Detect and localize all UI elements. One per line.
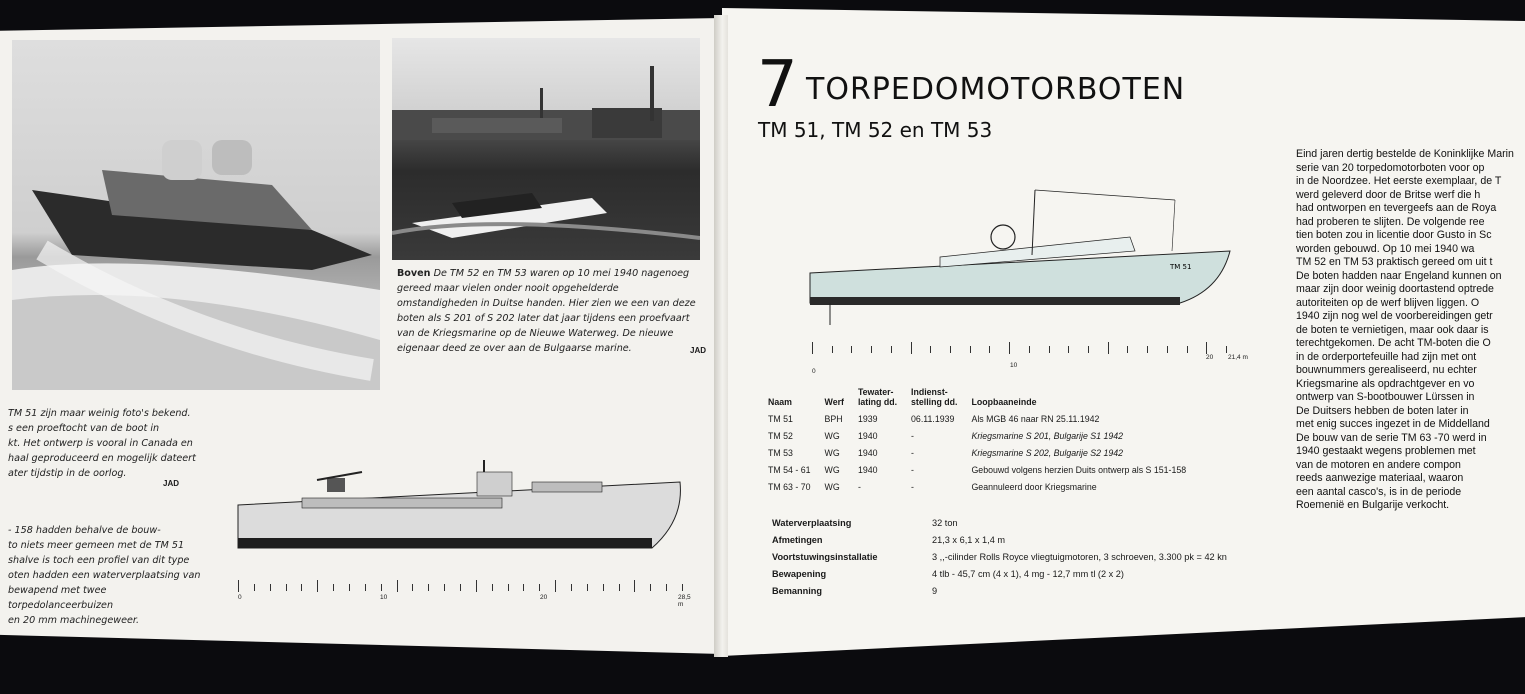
scale-tick xyxy=(571,584,572,591)
scale-label: 0 xyxy=(238,594,242,601)
scale-tick xyxy=(444,584,445,591)
chapter-number: 7 xyxy=(757,48,798,122)
scale-tick xyxy=(301,584,302,591)
spec-value: 9 xyxy=(932,586,938,596)
spec-value: 3 ,,-cilinder Rolls Royce vliegtuigmotoren, 3 schroeven, 3.300 pk = 42 kn xyxy=(932,552,1227,562)
spec-key: Bewapening xyxy=(772,569,827,579)
body-line: de boten te vernietigen, maar ook daar is xyxy=(1296,323,1489,336)
cell: - xyxy=(911,431,914,441)
cell: WG xyxy=(824,465,840,475)
cell: - xyxy=(857,482,861,492)
scale-tick xyxy=(1127,346,1128,353)
cell: TM 52 xyxy=(768,431,793,441)
scale-tick xyxy=(832,346,833,353)
scale-tick xyxy=(238,580,239,592)
scale-tick xyxy=(619,584,620,591)
body-line: TM 52 en TM 53 praktisch gereed om uit t xyxy=(1296,256,1493,268)
scale-tick xyxy=(1068,346,1069,353)
cell: - xyxy=(911,448,914,458)
scale-tick xyxy=(1009,342,1010,354)
scale-label: 21,4 m xyxy=(1228,354,1248,361)
body-line: terechtgekomen. De acht TM-boten die O xyxy=(1296,337,1491,349)
scale-tick xyxy=(476,580,477,592)
scale-tick xyxy=(492,584,493,591)
table-header-row xyxy=(764,387,1196,411)
body-line: had ontworpen en tevergeefs aan de Roya xyxy=(1296,202,1497,214)
scale-label: 28,5 m xyxy=(678,594,691,608)
scale-tick xyxy=(381,584,382,591)
scale-tick xyxy=(989,346,990,353)
body-line: 1940 gestaakt wegens problemen met xyxy=(1296,445,1476,457)
scale-tick xyxy=(891,346,892,353)
scale-label: 20 xyxy=(540,594,548,601)
photo-harbour-trial xyxy=(392,38,700,260)
col-indienststelling: Indienst- stelling dd. xyxy=(911,387,958,407)
scale-tick xyxy=(523,584,524,591)
cell: WG xyxy=(824,482,840,492)
photo-boat-at-speed xyxy=(12,40,380,390)
spec-value: 21,3 x 6,1 x 1,4 m xyxy=(932,535,1006,545)
body-line: autoriteiten op de werf blijven liggen. O xyxy=(1296,296,1480,309)
book-spine xyxy=(714,15,728,657)
scale-tick xyxy=(1108,342,1109,354)
cell: Als MGB 46 naar RN 25.11.1942 xyxy=(971,414,1100,424)
profile-caption: - 158 hadden behalve de bouw- to niets meer gemeen met de TM 51 shalve is toch een profiel van dit type oten hadden een waterverplaatsing van bewapend met twee torpedolanceerbuizen en 20 mm machinegeweer. xyxy=(8,525,201,626)
cell: 1940 xyxy=(857,465,878,475)
scale-label: 10 xyxy=(380,594,388,601)
scale-tick xyxy=(682,584,683,591)
cell: Gebouwd volgens herzien Duits ontwerp als S 151-158 xyxy=(971,465,1187,475)
scale-tick xyxy=(365,584,366,591)
scale-tick xyxy=(317,580,318,592)
chapter-subtitle: TM 51, TM 52 en TM 53 xyxy=(758,118,993,142)
hull-label: TM 51 xyxy=(1170,263,1192,271)
body-line: een aantal casco's, is in de periode xyxy=(1296,485,1462,498)
cell: - xyxy=(911,482,914,492)
table-row xyxy=(764,445,1196,462)
scale-tick xyxy=(333,584,334,591)
table-row xyxy=(764,411,1196,428)
scale-tick xyxy=(1187,346,1188,353)
body-line: De bouw van de serie TM 63 -70 werd in xyxy=(1296,431,1487,444)
cell: Kriegsmarine S 201, Bulgarije S1 1942 xyxy=(971,431,1124,441)
scale-tick xyxy=(397,580,398,592)
scale-tick xyxy=(911,342,912,354)
scale-tick xyxy=(555,580,556,592)
scale-tick xyxy=(539,584,540,591)
scale-tick xyxy=(1147,346,1148,353)
scale-tick xyxy=(650,584,651,591)
scale-tick xyxy=(1226,346,1227,353)
scale-tick xyxy=(634,580,635,592)
scale-tick xyxy=(412,584,413,591)
cell: 1940 xyxy=(857,448,878,458)
body-line: ontwerp van S-bootbouwer Lürssen in xyxy=(1296,391,1475,403)
scale-tick xyxy=(270,584,271,591)
cell: 06.11.1939 xyxy=(911,414,955,424)
body-line: reeds aanwezige materiaal, waaron xyxy=(1296,472,1464,484)
scale-tick xyxy=(428,584,429,591)
body-line: tien boten zou in licentie door Gusto in Sc xyxy=(1296,229,1492,241)
table-row xyxy=(764,479,1196,496)
scale-tick xyxy=(349,584,350,591)
s-boat-profile-drawing xyxy=(232,460,692,560)
body-line: Eind jaren dertig bestelde de Koninklijke Marin xyxy=(1296,148,1514,160)
body-line: bouwnummers gerealiseerd, nu echter xyxy=(1296,364,1477,376)
body-line: Kriegsmarine als opdrachtgever en vo xyxy=(1296,377,1475,390)
body-line: in de orderportefeuille had zijn met ont xyxy=(1296,350,1477,363)
scale-label: 20 xyxy=(1206,354,1214,361)
body-line: maar zijn door weinig doortastend optrede xyxy=(1296,283,1494,295)
body-line: van de motoren en andere compon xyxy=(1296,458,1461,471)
scale-tick xyxy=(666,584,667,591)
cell: Kriegsmarine S 202, Bulgarije S2 1942 xyxy=(971,448,1124,458)
scale-tick xyxy=(1049,346,1050,353)
cell: 1939 xyxy=(857,414,878,424)
scale-tick xyxy=(1029,346,1030,353)
scale-tick xyxy=(254,584,255,591)
cell: WG xyxy=(824,448,840,458)
body-line: worden gebouwd. Op 10 mei 1940 wa xyxy=(1296,242,1475,255)
scale-tick xyxy=(1088,346,1089,353)
left-caption: TM 51 zijn maar weinig foto's bekend. s een proeftocht van de boot in kt. Het ontwerp is vooral in Canada en haal geproduceerd en mogelijk dateert ater tijdstip in de oorlog. xyxy=(8,408,196,479)
cell: BPH xyxy=(824,414,843,424)
scale-tick xyxy=(508,584,509,591)
body-line: De boten hadden naar Engeland kunnen on xyxy=(1296,269,1502,282)
photo-credit-top: JAD xyxy=(690,346,707,355)
body-line: 1940 zijn nog wel de voorbereidingen getr xyxy=(1296,310,1493,322)
body-line: werd geleverd door de Britse werf die h xyxy=(1296,188,1481,201)
chapter-title: TORPEDOMOTORBOTEN xyxy=(806,72,1186,107)
cell: WG xyxy=(824,431,840,441)
chapter-body-text xyxy=(1296,148,1525,513)
scale-tick xyxy=(1206,342,1207,354)
scale-tick xyxy=(603,584,604,591)
scale-tick xyxy=(851,346,852,353)
body-line: Roemenië en Bulgarije verkocht. xyxy=(1296,499,1450,511)
scale-tick xyxy=(930,346,931,353)
scale-tick xyxy=(871,346,872,353)
cell: TM 63 - 70 xyxy=(768,482,811,492)
col-naam: Naam xyxy=(768,397,792,407)
spec-key: Bemanning xyxy=(772,586,823,596)
spec-key: Waterverplaatsing xyxy=(772,518,852,528)
scale-tick xyxy=(1167,346,1168,353)
tm51-profile-drawing xyxy=(800,185,1240,330)
cell: TM 51 xyxy=(768,414,793,424)
cell: - xyxy=(911,465,914,475)
cell: Geannuleerd door Kriegsmarine xyxy=(971,482,1097,492)
photo-caption-top: Boven De TM 52 en TM 53 waren op 10 mei 1940 nagenoeg gereed maar vielen onder nooit opgehelderde omstandigheden in Duitse handen. Hier zien we een van deze boten als S 201 of S 202 later dat jaar tijdens een proefvaart van de Kriegsmarine op de Nieuwe Waterweg. De nieuwe eigenaar deed ze over aan de Bulgaarse marine. xyxy=(397,268,696,354)
scale-tick xyxy=(286,584,287,591)
table-row xyxy=(764,428,1196,445)
cell: TM 53 xyxy=(768,448,793,458)
col-werf: Werf xyxy=(824,397,844,407)
body-line: in de Noordzee. Het eerste exemplaar, de T xyxy=(1296,175,1502,187)
scale-label: 10 xyxy=(1010,362,1018,369)
left-caption-credit: JAD xyxy=(163,479,180,488)
spec-value: 4 tlb - 45,7 cm (4 x 1), 4 mg - 12,7 mm tl (2 x 2) xyxy=(932,569,1124,579)
spec-key: Afmetingen xyxy=(772,535,823,545)
body-line: had proberen te slijten. De volgende ree xyxy=(1296,215,1485,228)
scale-tick xyxy=(460,584,461,591)
scale-tick xyxy=(970,346,971,353)
left-scale-bar xyxy=(238,578,691,608)
spec-key: Voortstuwingsinstallatie xyxy=(772,552,878,562)
cell: TM 54 - 61 xyxy=(768,465,811,475)
scale-tick xyxy=(950,346,951,353)
col-loopbaaneinde: Loopbaaneinde xyxy=(971,397,1037,407)
cell: 1940 xyxy=(857,431,878,441)
body-line: De Duitsers hebben de boten later in xyxy=(1296,404,1469,417)
boats-table xyxy=(764,387,1196,496)
scale-label: 0 xyxy=(812,368,816,375)
body-line: met enig succes ingezet in de Middelland xyxy=(1296,418,1490,430)
table-row xyxy=(764,462,1196,479)
right-scale-bar xyxy=(812,340,1262,375)
spec-value: 32 ton xyxy=(932,518,958,528)
scale-tick xyxy=(587,584,588,591)
scale-tick xyxy=(812,342,813,354)
col-tewaterlating: Tewater- lating dd. xyxy=(857,387,898,407)
body-line: serie van 20 torpedomotorboten voor op xyxy=(1296,161,1485,174)
